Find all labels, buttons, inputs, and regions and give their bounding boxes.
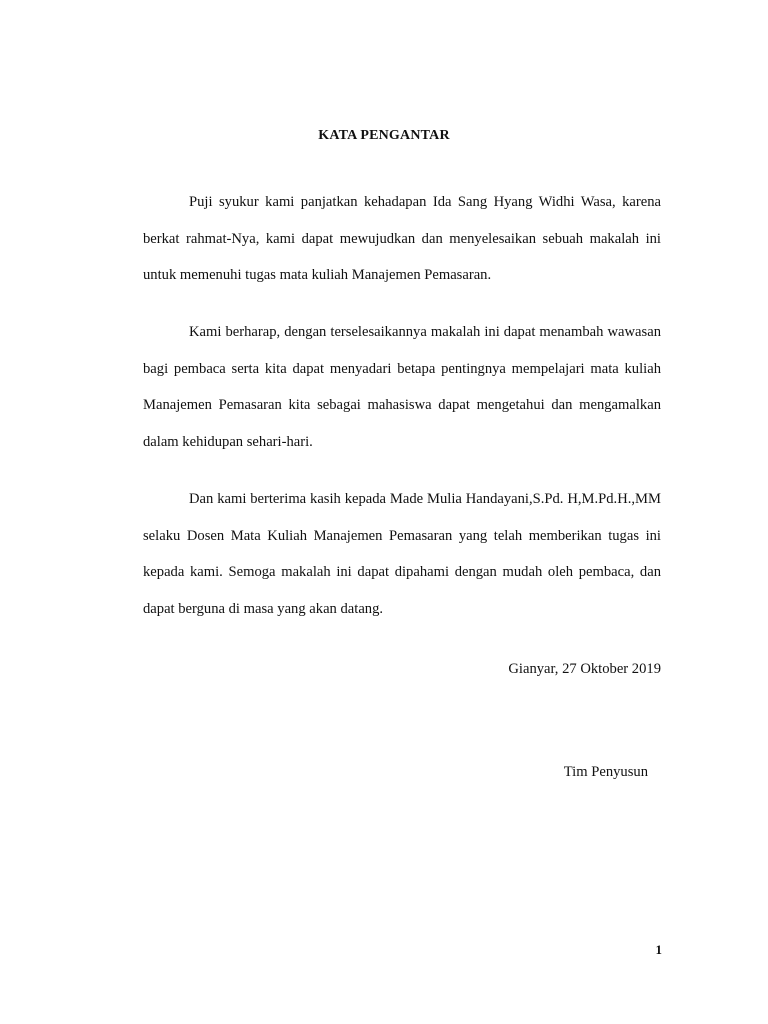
paragraph-1: Puji syukur kami panjatkan kehadapan Ida Sang Hyang Widhi Wasa, karena berkat rahmat-Nya, kami dapat mewujudkan dan menyelesaikan sebuah makalah ini untuk memenuhi tugas mata kuliah Manajemen Pemasaran. [143,194,661,283]
place-date: Gianyar, 27 Oktober 2019 [508,661,661,677]
page-number: 1 [655,942,662,957]
paragraph-2: Kami berharap, dengan terselesaikannya makalah ini dapat menambah wawasan bagi pembaca serta kita dapat menyadari betapa pentingnya mempelajari mata kuliah Manajemen Pemasaran kita sebagai mahasiswa dapat mengetahui dan mengamalkan dalam kehidupan sehari-hari. [143,324,661,450]
signer: Tim Penyusun [563,764,648,780]
page-title: KATA PENGANTAR [318,128,450,143]
paragraph-3: Dan kami berterima kasih kepada Made Mulia Handayani,S.Pd. H,M.Pd.H.,MM selaku Dosen Mata Kuliah Manajemen Pemasaran yang telah memberikan tugas ini kepada kami. Semoga makalah ini dapat dipahami dengan mudah oleh pembaca, dan dapat berguna di masa yang akan datang. [143,491,661,617]
